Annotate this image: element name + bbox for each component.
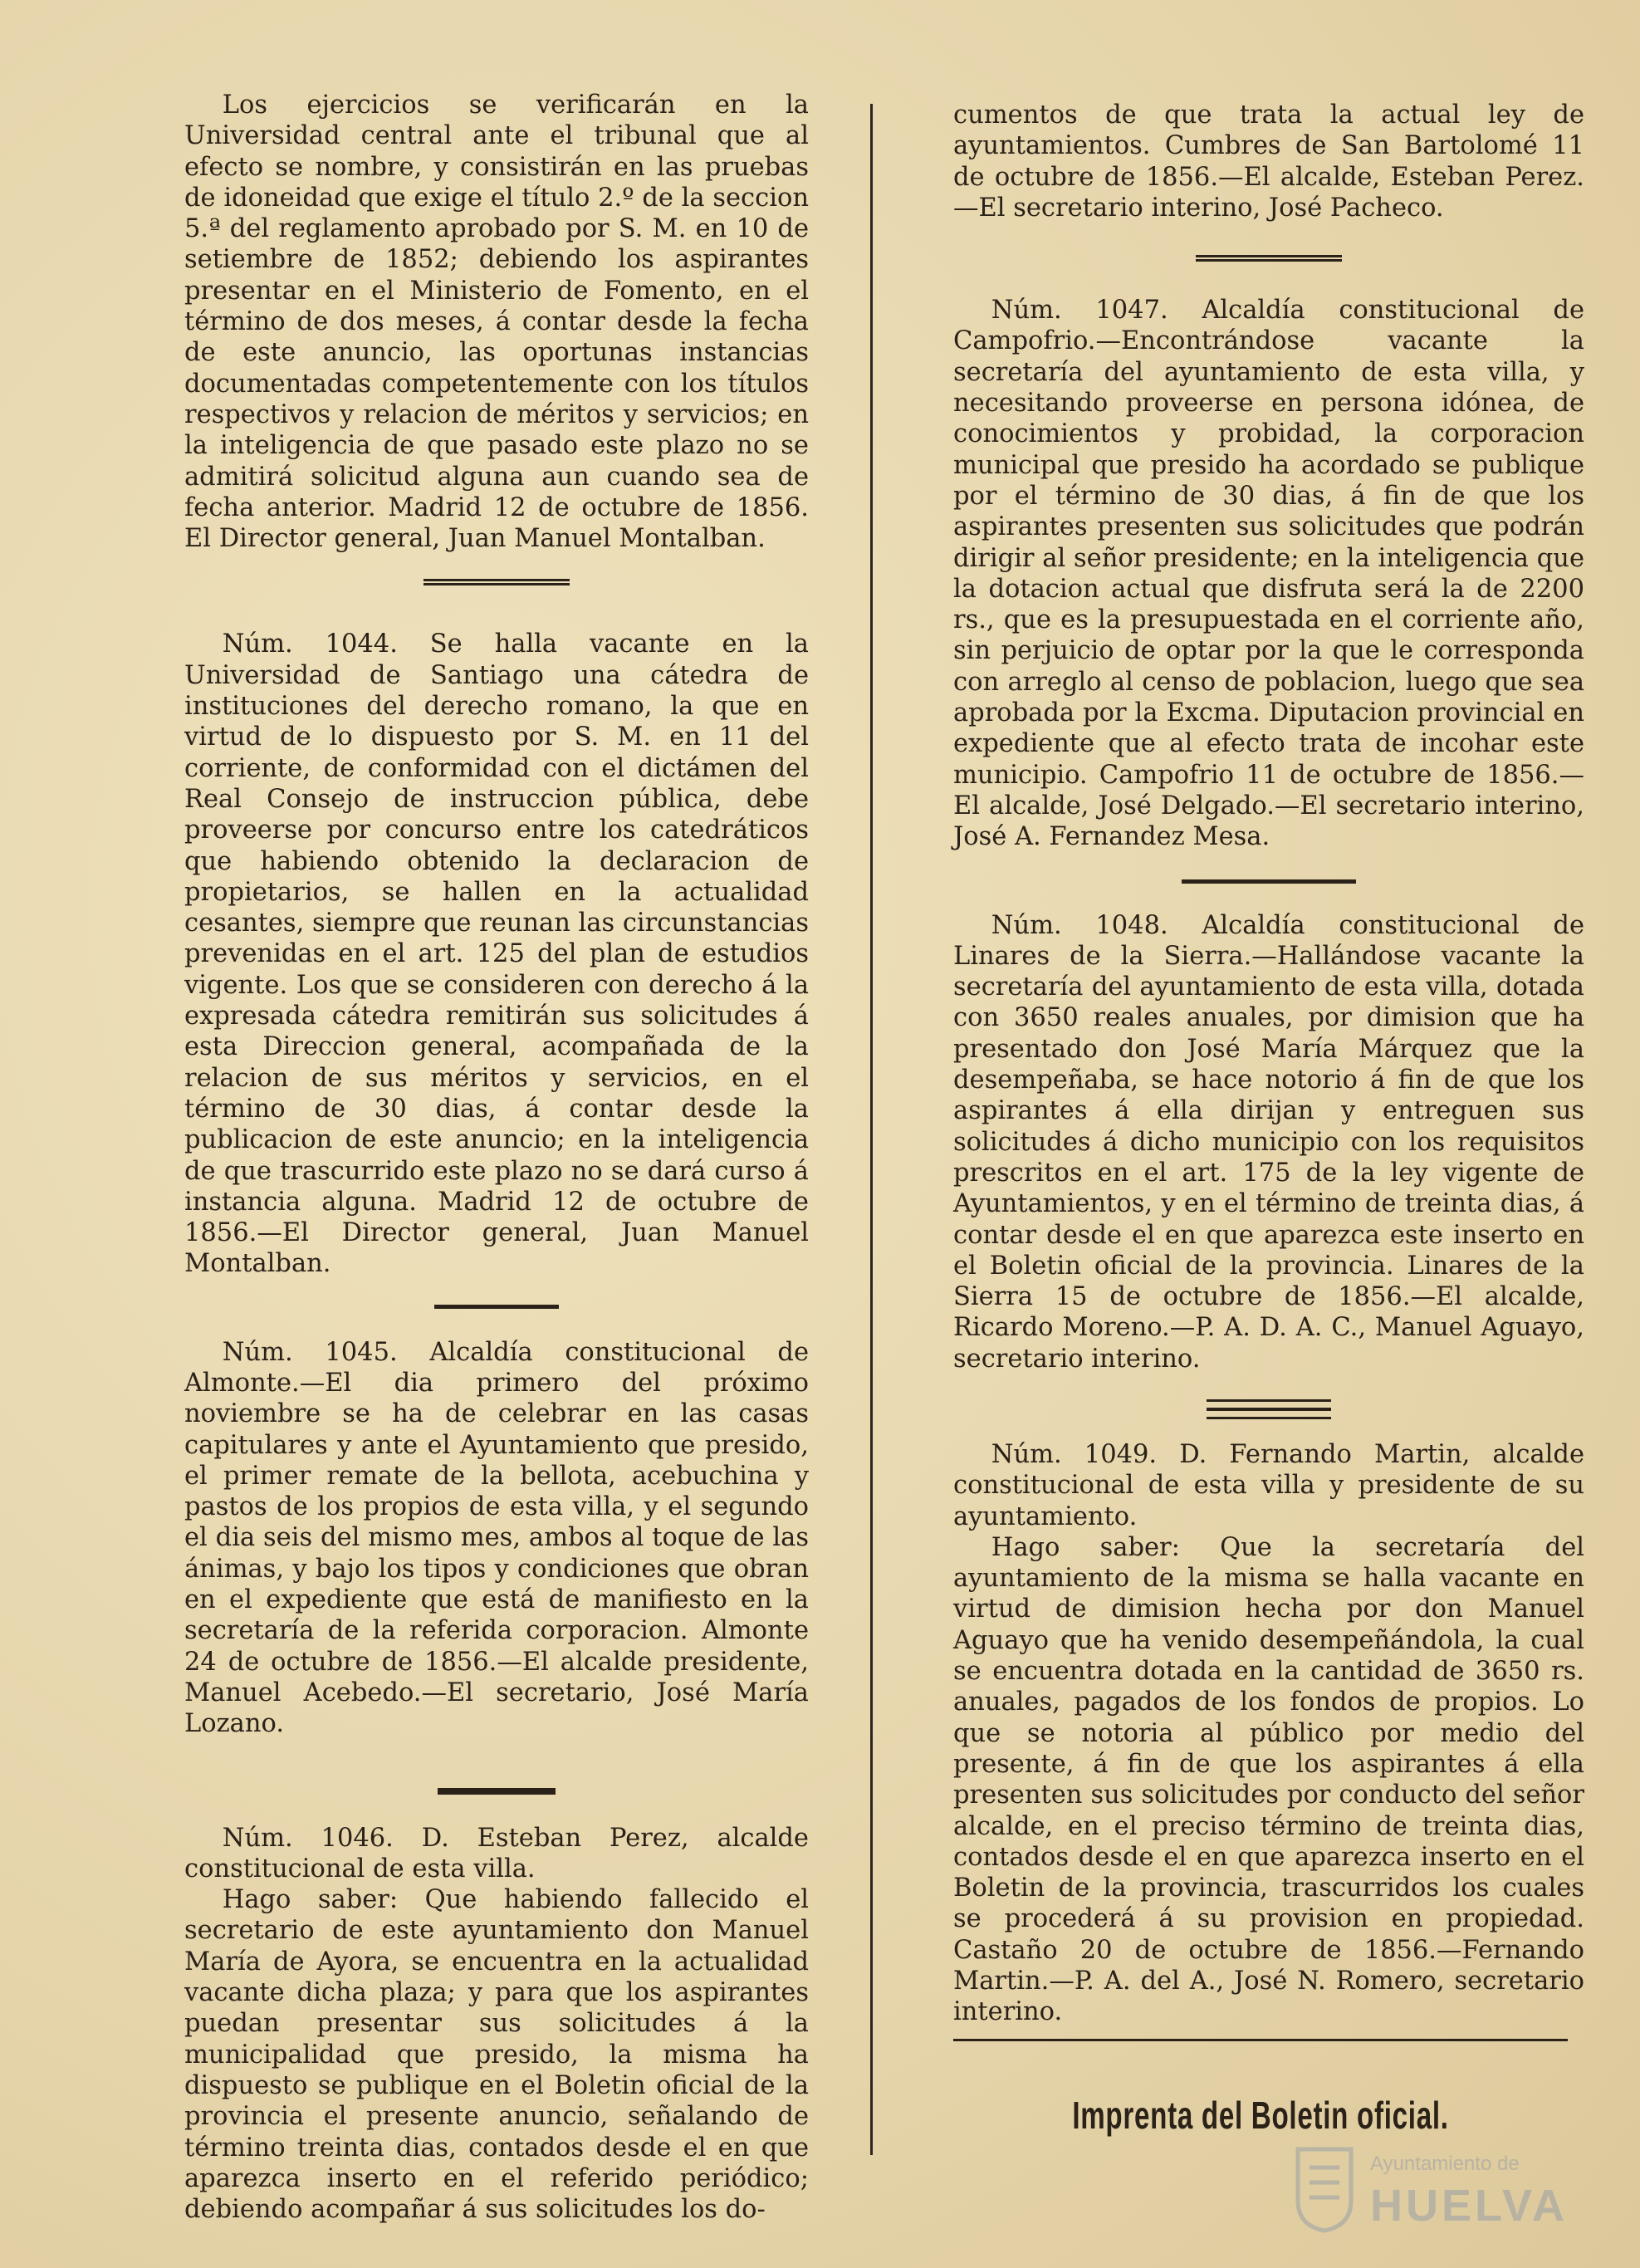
notice-1049-body: Hago saber: Que la secretaría del ayuntamiento de la misma se halla vacante en virtud de dimision hecha por don Manuel Aguayo que ha venido desempeñándola, la cual se encuentra dotada en la cantidad de 3650 rs. anuales, pagados de los fondos de propios. Lo que se notoria al público por medio del presente, á fin de que los aspirantes á ella presenten sus solicitudes por conducto del señor alcalde, en el preciso término de treinta dias, contados desde el en que aparezca inserto en el Boletin de la provincia, trascurridos los cuales se procederá á su provision en propiedad. Castaño 20 de octubre de 1856.—Fernando Martin.—P. A. del A., José N. Romero, secretario interino. xyxy=(953,1532,1584,2027)
watermark-line-2: HUELVA xyxy=(1370,2181,1568,2231)
printer-imprint: Imprenta del Boletin oficial. xyxy=(1072,2094,1449,2137)
closing-rule xyxy=(953,2039,1568,2041)
section-rule xyxy=(438,1788,556,1795)
left-column xyxy=(184,90,809,2225)
watermark-line-1: Ayuntamiento de xyxy=(1370,2153,1520,2175)
notice-continuation: Los ejercicios se verificarán en la Universidad central ante el tribunal que al efecto se nombre, y consistirán en las pruebas de idoneidad que exige el título 2.º de la seccion 5.ª del reglamento aprobado por S. M. en 10 de setiembre de 1852; debiendo los aspirantes presentar en el Ministerio de Fomento, en el término de dos meses, á contar desde la fecha de este anuncio, las oportunas instancias documentadas competentemente con los títulos respectivos y relacion de méritos y servicios; en la inteligencia de que pasado este plazo no se admitirá solicitud alguna aun cuando sea de fecha anterior. Madrid 12 de octubre de 1856. El Director general, Juan Manuel Montalban. xyxy=(184,91,809,554)
notice-1046-heading: Núm. 1046. D. Esteban Perez, alcalde constitucional de esta villa. xyxy=(184,1823,809,1883)
notice-continuation: cumentos de que trata la actual ley de ayuntamientos. Cumbres de San Bartolomé 11 de octubre de 1856.—El alcalde, Esteban Perez.—El secretario interino, José Pacheco. xyxy=(953,100,1584,223)
notice-1049-heading: Núm. 1049. D. Fernando Martin, alcalde constitucional de esta villa y presidente de su ayuntamiento. xyxy=(953,1439,1584,1531)
section-rule xyxy=(1196,255,1342,262)
notice-1048: Núm. 1048. Alcaldía constitucional de Linares de la Sierra.—Hallándose vacante la secretaría del ayuntamiento de esta villa, dotada con 3650 reales anuales, por dimision que ha presentado don José María Márquez que la desempeñaba, se hace notorio á fin de que los aspirantes á ella dirijan y entreguen sus solicitudes á dicho municipio con los requisitos prescritos en el art. 175 de la ley vigente de Ayuntamientos, y en el término de treinta dias, á contar desde el en que aparezca este inserto en el Boletin oficial de la provincia. Linares de la Sierra 15 de octubre de 1856.—El alcalde, Ricardo Moreno.—P. A. D. A. C., Manuel Aguayo, secretario interino. xyxy=(953,910,1584,1374)
notice-1046-body: Hago saber: Que habiendo fallecido el secretario de este ayuntamiento don Manuel María de Ayora, se encuentra en la actualidad vacante dicha plaza; y para que los aspirantes puedan presentar sus solicitudes á la municipalidad que presido, la misma ha dispuesto se publique en el Boletin oficial de la provincia el presente anuncio, señalando de término treinta dias, contados desde el en que aparezca inserto en el referido periódico; debiendo acompañar á sus solicitudes los do- xyxy=(184,1885,809,2225)
section-rule xyxy=(423,579,570,585)
notice-1045: Núm. 1045. Alcaldía constitucional de Almonte.—El dia primero del próximo noviembre se ha de celebrar en las casas capitulares y ante el Ayuntamiento que presido, el primer remate de la bellota, acebuchina y pastos de los propios de esta villa, y el segundo el dia seis del mismo mes, ambos al toque de las ánimas, y bajo los tipos y condiciones que obran en el expediente que está de manifiesto en la secretaría de la referida corporacion. Almonte 24 de octubre de 1856.—El alcalde presidente, Manuel Acebedo.—El secretario, José María Lozano. xyxy=(184,1337,809,1739)
right-column xyxy=(953,100,1584,2028)
notice-1044: Núm. 1044. Se halla vacante en la Universidad de Santiago una cátedra de instituciones del derecho romano, la que en virtud de lo dispuesto por S. M. en 11 del corriente, de conformidad con el dictámen del Real Consejo de instruccion pública, debe proveerse por concurso entre los catedráticos que habiendo obtenido la declaracion de propietarios, se hallen en la actualidad cesantes, siempre que reunan las circunstancias prevenidas en el art. 125 del plan de estudios vigente. Los que se consideren con derecho á la expresada cátedra remitirán sus solicitudes á esta Direccion general, acompañada de la relacion de sus méritos y servicios, en el término de 30 dias, á contar desde la publicacion de este anuncio; en la inteligencia de que trascurrido este plazo no se dará curso á instancia alguna. Madrid 12 de octubre de 1856.—El Director general, Juan Manuel Montalban. xyxy=(184,629,810,1279)
shield-icon xyxy=(1291,2143,1358,2234)
archive-watermark xyxy=(1291,2134,1578,2242)
section-rule xyxy=(1207,1399,1331,1419)
column-divider xyxy=(870,104,873,2155)
notice-1047: Núm. 1047. Alcaldía constitucional de Campofrio.—Encontrándose vacante la secretaría del ayuntamiento de esta villa, y necesitando proveerse en persona idónea, de conocimientos y probidad, la corporacion municipal que presido ha acordado se publique por el término de 30 dias, á fin de que los aspirantes presenten sus solicitudes que podrán dirigir al señor presidente; en la inteligencia que la dotacion actual que disfruta será la de 2200 rs., que es la presupuestada en el corriente año, sin perjuicio de optar por la que le corresponda con arreglo al censo de poblacion, luego que sea aprobada por la Excma. Diputacion provincial en expediente que al efecto trata de incohar este municipio. Campofrio 11 de octubre de 1856.—El alcalde, José Delgado.—El secretario interino, José A. Fernandez Mesa. xyxy=(953,296,1584,852)
